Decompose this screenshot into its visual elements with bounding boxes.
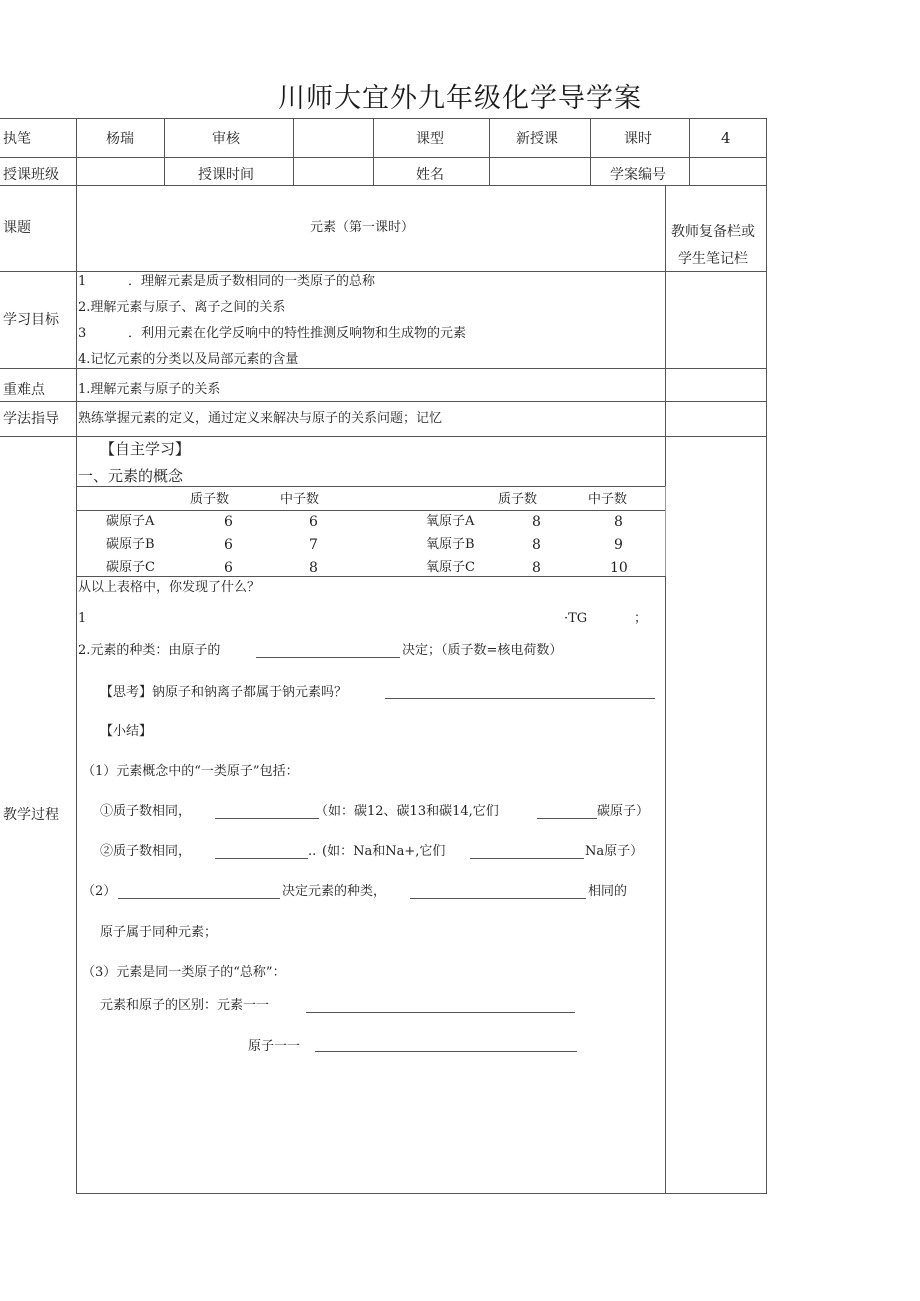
section-title: 【自主学习】 bbox=[100, 440, 191, 458]
summary-item-2-end: 相同的 bbox=[588, 884, 628, 899]
name-label: 姓名 bbox=[416, 167, 444, 183]
summary-title: 【小结】 bbox=[100, 724, 153, 739]
time-label: 授课时间 bbox=[198, 167, 254, 183]
goal-1-text: ．理解元素是质子数相同的一类原子的总称 bbox=[128, 274, 376, 289]
atom-label: 原子一一 bbox=[248, 1039, 301, 1054]
summary-item-1b-dots: .. bbox=[308, 844, 317, 859]
q2-blank[interactable] bbox=[256, 657, 400, 658]
summary-2-blank-2[interactable] bbox=[410, 898, 586, 899]
lesson-type-label: 课型 bbox=[416, 131, 444, 147]
side-column-title-2: 学生笔记栏 bbox=[678, 251, 748, 267]
table-cell: 9 bbox=[614, 537, 623, 553]
difference-label: 元素和原子的区别：元素一一 bbox=[100, 998, 270, 1013]
summary-item-1b-mid: (如：Na和Na+,它们 bbox=[322, 844, 446, 859]
table-cell: 6 bbox=[224, 514, 233, 530]
author-value: 杨瑞 bbox=[106, 131, 134, 147]
q2-start: 2.元素的种类：由原子的 bbox=[78, 643, 221, 658]
right-header-protons: 质子数 bbox=[498, 492, 538, 507]
table-row: 碳原子A bbox=[106, 514, 155, 529]
table-cell: 6 bbox=[224, 560, 233, 576]
summary-item-1a-mid: （如：碳12、碳13和碳14,它们 bbox=[315, 804, 499, 819]
method-text: 熟练掌握元素的定义，通过定义来解决与原子的关系问题；记忆 bbox=[78, 411, 443, 426]
lesson-type-value: 新授课 bbox=[516, 131, 558, 147]
summary-item-2-mid: 决定元素的种类， bbox=[282, 884, 387, 899]
summary-item-2-line2: 原子属于同种元素； bbox=[100, 925, 218, 940]
table-row: 碳原子C bbox=[106, 560, 155, 575]
answer-end: ； bbox=[634, 611, 648, 626]
summary-1a-blank-2[interactable] bbox=[537, 818, 597, 819]
right-header-neutrons: 中子数 bbox=[588, 492, 628, 507]
table-row: 氧原子C bbox=[426, 560, 475, 575]
summary-1a-blank-1[interactable] bbox=[215, 818, 319, 819]
summary-item-1b-end: Na原子） bbox=[585, 844, 644, 859]
element-definition-blank[interactable] bbox=[306, 1012, 575, 1013]
think-blank[interactable] bbox=[385, 698, 655, 699]
period-label: 课时 bbox=[624, 131, 652, 147]
author-label: 执笔 bbox=[3, 131, 31, 147]
summary-item-1b-start: ②质子数相同， bbox=[100, 844, 192, 859]
period-value: 4 bbox=[721, 129, 731, 147]
plan-number-label: 学案编号 bbox=[610, 167, 666, 183]
left-header-neutrons: 中子数 bbox=[280, 492, 320, 507]
q2-end: 决定；（质子数=核电荷数） bbox=[402, 643, 563, 658]
summary-item-1a-start: ①质子数相同， bbox=[100, 804, 192, 819]
goal-3-num: 3 bbox=[78, 326, 87, 341]
table-cell: 8 bbox=[532, 560, 541, 576]
goal-1-num: 1 bbox=[78, 274, 87, 289]
left-header-protons: 质子数 bbox=[190, 492, 230, 507]
table-cell: 8 bbox=[532, 514, 541, 530]
table-cell: 10 bbox=[610, 560, 628, 576]
table-cell: 8 bbox=[532, 537, 541, 553]
summary-1b-blank-2[interactable] bbox=[470, 858, 584, 859]
goal-4-text: 4.记忆元素的分类以及局部元素的含量 bbox=[78, 352, 299, 367]
summary-1b-blank-1[interactable] bbox=[215, 858, 308, 859]
side-column-title-1: 教师复备栏或 bbox=[671, 224, 755, 240]
answer-mark: ·TG bbox=[564, 611, 588, 626]
table-cell: 7 bbox=[309, 537, 318, 553]
summary-item-2-start: （2） bbox=[82, 884, 117, 899]
topic-value: 元素（第一课时） bbox=[310, 220, 415, 235]
goal-2-text: 2.理解元素与原子、离子之间的关系 bbox=[78, 300, 286, 315]
table-cell: 6 bbox=[309, 514, 318, 530]
answer-number: 1 bbox=[78, 611, 87, 626]
summary-item-3: （3）元素是同一类原子的“总称”： bbox=[82, 965, 286, 980]
table-row: 氧原子B bbox=[426, 537, 475, 552]
table-cell: 6 bbox=[224, 537, 233, 553]
goal-3-text: ．利用元素在化学反响中的特性推测反响物和生成物的元素 bbox=[128, 326, 467, 341]
summary-2-blank-1[interactable] bbox=[118, 898, 280, 899]
question-text: 从以上表格中，你发现了什么？ bbox=[78, 580, 261, 595]
goals-label: 学习目标 bbox=[3, 312, 59, 328]
summary-item-1a-end: 碳原子） bbox=[597, 804, 650, 819]
topic-label: 课题 bbox=[3, 220, 31, 236]
table-cell: 8 bbox=[309, 560, 318, 576]
concept-subtitle: 一、元素的概念 bbox=[78, 467, 184, 485]
table-cell: 8 bbox=[614, 514, 623, 530]
atom-definition-blank[interactable] bbox=[315, 1051, 577, 1052]
process-label: 教学过程 bbox=[3, 807, 59, 823]
summary-item-1: （1）元素概念中的“一类原子”包括： bbox=[82, 764, 299, 779]
think-question: 【思考】钠原子和钠离子都属于钠元素吗？ bbox=[100, 685, 348, 700]
page-title: 川师大宜外九年级化学导学案 bbox=[278, 83, 642, 114]
method-label: 学法指导 bbox=[3, 411, 59, 427]
key-points-label: 重难点 bbox=[3, 382, 45, 398]
class-label: 授课班级 bbox=[3, 167, 59, 183]
table-row: 碳原子B bbox=[106, 537, 155, 552]
table-row: 氧原子A bbox=[426, 514, 475, 529]
key-points-text: 1.理解元素与原子的关系 bbox=[78, 382, 221, 397]
reviewer-label: 审核 bbox=[212, 131, 240, 147]
